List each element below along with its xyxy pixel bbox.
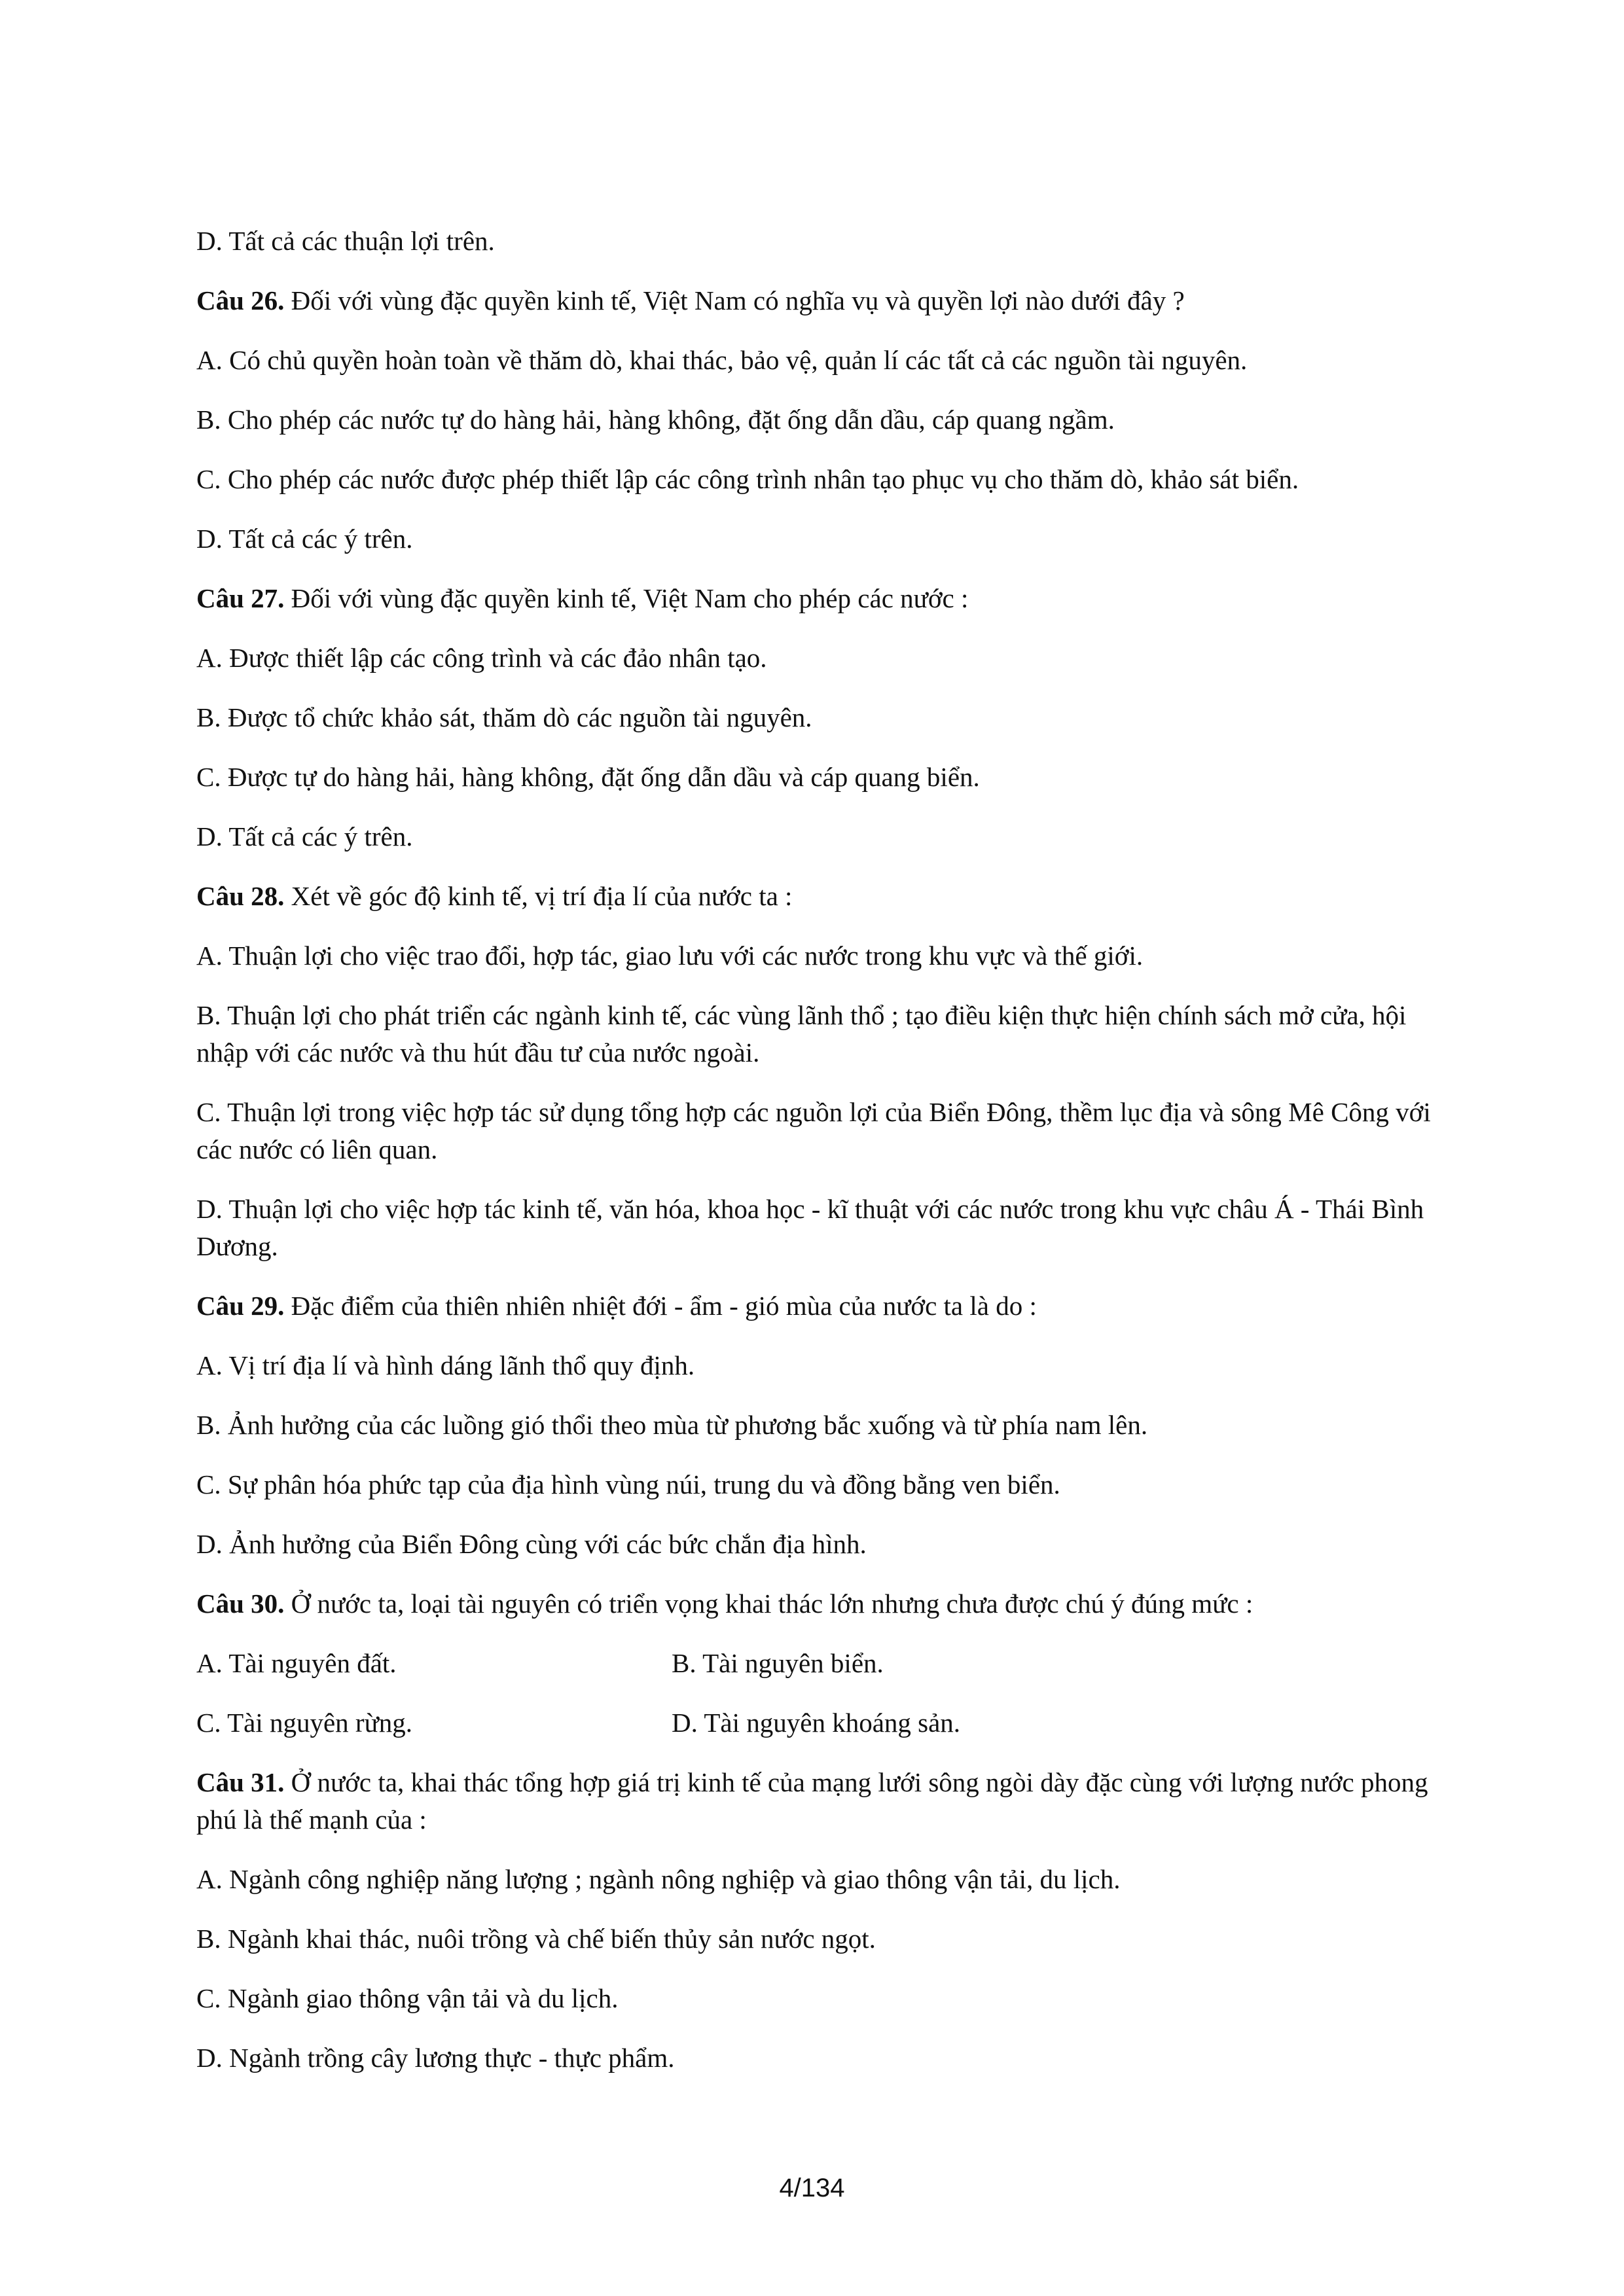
question-27-option-b: B. Được tổ chức khảo sát, thăm dò các nguồn tài nguyên. — [196, 702, 812, 732]
question-29-option-a: A. Vị trí địa lí và hình dáng lãnh thổ quy định. — [196, 1350, 695, 1380]
question-26-option-b: B. Cho phép các nước tự do hàng hải, hàng không, đặt ống dẫn dầu, cáp quang ngầm. — [196, 404, 1115, 435]
question-29 — [196, 1287, 1440, 1325]
question-27 — [196, 580, 1440, 617]
question-27-option-a: A. Được thiết lập các công trình và các đảo nhân tạo. — [196, 643, 767, 673]
question-text: Ở nước ta, khai thác tổng hợp giá trị kinh tế của mạng lưới sông ngòi dày đặc cùng với lượng nước phong phú là thế mạnh của : — [196, 1767, 1428, 1835]
question-28-option-d: D. Thuận lợi cho việc hợp tác kinh tế, văn hóa, khoa học - kĩ thuật với các nước trong khu vực châu Á - Thái Bình Dương. — [196, 1194, 1424, 1261]
question-27-option-d: D. Tất cả các ý trên. — [196, 821, 413, 852]
question-label: Câu 27. — [196, 583, 285, 613]
question-30 — [196, 1585, 1440, 1623]
question-30-options-row-1 — [196, 1645, 1440, 1682]
question-28 — [196, 878, 1440, 915]
question-30-option-d: D. Tài nguyên khoáng sản. — [672, 1708, 961, 1738]
question-31-option-b: B. Ngành khai thác, nuôi trồng và chế biến thủy sản nước ngọt. — [196, 1924, 876, 1954]
question-28-option-c: C. Thuận lợi trong việc hợp tác sử dụng tổng hợp các nguồn lợi của Biển Đông, thềm lục địa và sông Mê Công với các nước có liên quan. — [196, 1097, 1431, 1164]
page-content — [196, 223, 1440, 2099]
question-30-options-row-2 — [196, 1704, 1440, 1742]
question-28-option-a: A. Thuận lợi cho việc trao đổi, hợp tác, giao lưu với các nước trong khu vực và thế giới. — [196, 941, 1144, 971]
question-28-option-b: B. Thuận lợi cho phát triển các ngành kinh tế, các vùng lãnh thổ ; tạo điều kiện thực hiện chính sách mở cửa, hội nhập với các nước và thu hút đầu tư của nước ngoài. — [196, 1000, 1407, 1067]
question-31-option-d: D. Ngành trồng cây lương thực - thực phẩm. — [196, 2043, 675, 2073]
question-label: Câu 31. — [196, 1767, 285, 1797]
question-label: Câu 28. — [196, 881, 285, 911]
question-31-option-a: A. Ngành công nghiệp năng lượng ; ngành nông nghiệp và giao thông vận tải, du lịch. — [196, 1864, 1121, 1894]
question-label: Câu 29. — [196, 1291, 285, 1321]
question-26-option-d: D. Tất cả các ý trên. — [196, 524, 413, 554]
question-30-option-a: A. Tài nguyên đất. — [196, 1648, 397, 1678]
question-26-option-c: C. Cho phép các nước được phép thiết lập các công trình nhân tạo phục vụ cho thăm dò, khảo sát biển. — [196, 464, 1299, 494]
question-29-option-c: C. Sự phân hóa phức tạp của địa hình vùng núi, trung du và đồng bằng ven biển. — [196, 1469, 1060, 1499]
question-26 — [196, 282, 1440, 319]
question-text: Xét về góc độ kinh tế, vị trí địa lí của nước ta : — [284, 881, 793, 911]
option-d-previous: D. Tất cả các thuận lợi trên. — [196, 226, 495, 256]
question-31 — [196, 1764, 1440, 1839]
question-30-option-b: B. Tài nguyên biển. — [672, 1648, 884, 1678]
question-text: Đối với vùng đặc quyền kinh tế, Việt Nam cho phép các nước : — [284, 583, 969, 613]
question-31-option-c: C. Ngành giao thông vận tải và du lịch. — [196, 1983, 619, 2013]
question-label: Câu 30. — [196, 1588, 285, 1619]
question-26-option-a: A. Có chủ quyền hoàn toàn về thăm dò, khai thác, bảo vệ, quản lí các tất cả các nguồn tài nguyên. — [196, 345, 1248, 375]
question-label: Câu 26. — [196, 285, 285, 315]
page-number: 4/134 — [779, 2174, 845, 2202]
question-text: Đặc điểm của thiên nhiên nhiệt đới - ẩm - gió mùa của nước ta là do : — [284, 1291, 1037, 1321]
question-text: Ở nước ta, loại tài nguyên có triển vọng khai thác lớn nhưng chưa được chú ý đúng mức : — [284, 1588, 1254, 1619]
question-30-option-c: C. Tài nguyên rừng. — [196, 1708, 413, 1738]
question-27-option-c: C. Được tự do hàng hải, hàng không, đặt ống dẫn dầu và cáp quang biển. — [196, 762, 980, 792]
question-29-option-d: D. Ảnh hưởng của Biển Đông cùng với các bức chắn địa hình. — [196, 1529, 867, 1559]
question-29-option-b: B. Ảnh hưởng của các luồng gió thổi theo mùa từ phương bắc xuống và từ phía nam lên. — [196, 1410, 1148, 1440]
question-text: Đối với vùng đặc quyền kinh tế, Việt Nam có nghĩa vụ và quyền lợi nào dưới đây ? — [284, 285, 1185, 315]
